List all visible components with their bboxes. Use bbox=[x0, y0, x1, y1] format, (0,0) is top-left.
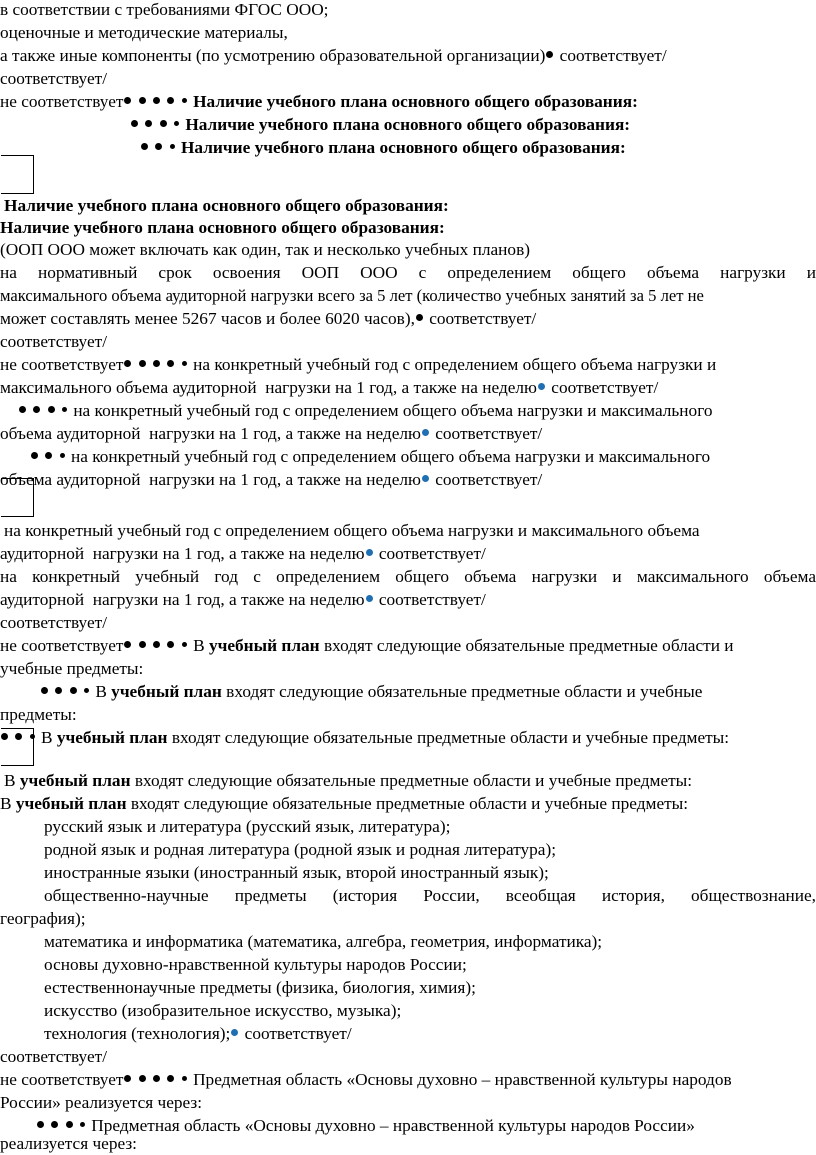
bullet-icon bbox=[167, 1075, 174, 1082]
bullet-icon bbox=[131, 120, 138, 127]
text-span: соответствует/ bbox=[374, 590, 486, 609]
text-line bbox=[0, 378, 816, 399]
text-span: соответствует/ bbox=[555, 46, 667, 65]
text-span: соответствует/ bbox=[240, 1024, 352, 1043]
text-line bbox=[140, 138, 816, 159]
text-span: В bbox=[0, 794, 16, 813]
text-line bbox=[0, 218, 816, 239]
text-span: В bbox=[193, 636, 209, 655]
bullet-icon bbox=[124, 360, 131, 367]
subject-item: родной язык и родная литература (родной язык и родная литература); bbox=[44, 840, 557, 859]
bullet-icon bbox=[141, 143, 148, 150]
bullet-icon bbox=[170, 144, 175, 149]
text-line: предметы: bbox=[0, 705, 77, 724]
bullet-icon bbox=[139, 1075, 146, 1082]
bullet-icon bbox=[124, 641, 131, 648]
bullet-icon bbox=[70, 687, 77, 694]
text-span: входят следующие обязательные предметные области и учебные предметы: bbox=[167, 728, 730, 747]
bullet-icon bbox=[124, 97, 131, 104]
bullet-icon bbox=[80, 1122, 85, 1127]
bullet-icon bbox=[422, 475, 429, 482]
bold-term: учебный план bbox=[19, 771, 131, 790]
bullet-icon bbox=[155, 143, 162, 150]
text-span: В bbox=[40, 728, 57, 747]
text-line: в соответствии с требованиями ФГОС ООО; bbox=[0, 0, 329, 19]
text-span: на конкретный учебный год с определением общего объема нагрузки и bbox=[193, 355, 717, 374]
text-line bbox=[40, 682, 816, 703]
bullet-icon bbox=[55, 687, 62, 694]
text-span: входят следующие обязательные предметные области и bbox=[319, 636, 734, 655]
bullet-icon bbox=[62, 407, 67, 412]
bullet-icon bbox=[422, 429, 429, 436]
text-line: реализуется через: bbox=[0, 1134, 137, 1153]
text-line bbox=[0, 636, 816, 657]
text-span: на конкретный учебный год с определением общего объема нагрузки и максимального bbox=[70, 447, 711, 466]
text-span: максимального объема аудиторной нагрузки на 1 год, а также на неделю bbox=[0, 378, 537, 397]
text-line bbox=[0, 424, 816, 445]
subject-item: основы духовно-нравственной культуры народов России; bbox=[44, 955, 467, 974]
bullet-icon bbox=[31, 452, 38, 459]
bullet-icon bbox=[167, 641, 174, 648]
text-line bbox=[0, 1070, 816, 1091]
bullet-icon bbox=[153, 1075, 160, 1082]
bullet-icon bbox=[145, 120, 152, 127]
bullet-icon bbox=[33, 406, 40, 413]
subject-item bbox=[44, 1024, 816, 1045]
empty-box bbox=[1, 155, 34, 194]
text-span: а также иные компоненты (по усмотрению образовательной организации) bbox=[0, 46, 546, 65]
bullet-icon bbox=[139, 97, 146, 104]
bullet-icon bbox=[124, 1075, 131, 1082]
text-line: соответствует/ bbox=[0, 69, 107, 88]
bullet-icon bbox=[366, 595, 373, 602]
bullet-icon bbox=[160, 120, 167, 127]
text-span: соответствует/ bbox=[374, 544, 486, 563]
text-line bbox=[0, 355, 816, 376]
text-span: может составлять менее 5267 часов и более 6020 часов), bbox=[0, 309, 415, 328]
bullet-icon bbox=[84, 688, 89, 693]
bullet-icon bbox=[182, 642, 187, 647]
text-line bbox=[0, 590, 816, 611]
text-span: входят следующие обязательные предметные области и учебные предметы: bbox=[130, 771, 693, 790]
bullet-icon bbox=[538, 383, 545, 390]
text-span: на конкретный учебный год с определением общего объема нагрузки и максимального bbox=[73, 401, 713, 420]
text-line bbox=[0, 92, 816, 113]
bullet-icon bbox=[153, 360, 160, 367]
bullet-icon bbox=[19, 406, 26, 413]
bullet-icon bbox=[167, 360, 174, 367]
subject-item: математика и информатика (математика, алгебра, геометрия, информатика); bbox=[44, 932, 603, 951]
bold-term: учебный план bbox=[111, 682, 222, 701]
text-line: учебные предметы: bbox=[0, 659, 144, 678]
text-span: входят следующие обязательные предметные области и учебные предметы: bbox=[126, 794, 689, 813]
heading-text: Наличие учебного плана основного общего образования: bbox=[0, 218, 445, 237]
text-line bbox=[4, 771, 816, 792]
text-span: не соответствует bbox=[0, 355, 124, 374]
heading-text: Наличие учебного плана основного общего образования: bbox=[193, 92, 638, 111]
text-line: соответствует/ bbox=[0, 613, 107, 632]
text-line bbox=[0, 794, 816, 815]
bullet-icon bbox=[37, 1121, 44, 1128]
heading-text: Наличие учебного плана основного общего образования: bbox=[180, 138, 626, 157]
bullet-icon bbox=[416, 314, 423, 321]
bold-term: учебный план bbox=[208, 636, 320, 655]
heading-text: Наличие учебного плана основного общего образования: bbox=[4, 196, 449, 215]
text-line: на конкретный учебный год с определением общего объема нагрузки и максимального объема bbox=[4, 521, 700, 540]
bullet-icon bbox=[231, 1029, 238, 1036]
bold-term: учебный план bbox=[56, 728, 168, 747]
bullet-icon bbox=[66, 1121, 73, 1128]
bullet-icon bbox=[182, 1076, 187, 1081]
bullet-icon bbox=[48, 406, 55, 413]
bullet-icon bbox=[153, 97, 160, 104]
text-line bbox=[0, 470, 816, 491]
bullet-icon bbox=[45, 452, 52, 459]
bullet-icon bbox=[139, 641, 146, 648]
text-line bbox=[130, 115, 816, 136]
bullet-icon bbox=[174, 121, 179, 126]
text-span: аудиторной нагрузки на 1 год, а также на неделю bbox=[0, 544, 365, 563]
text-span: соответствует/ bbox=[430, 470, 543, 489]
text-span: объема аудиторной нагрузки на 1 год, а также на неделю bbox=[0, 424, 421, 443]
bullet-icon bbox=[60, 453, 65, 458]
text-line: России» реализуется через: bbox=[0, 1093, 203, 1112]
text-span: соответствует/ bbox=[430, 424, 543, 443]
subject-item: иностранные языки (иностранный язык, второй иностранный язык); bbox=[44, 863, 549, 882]
text-line bbox=[0, 728, 816, 749]
text-line: оценочные и методические материалы, bbox=[0, 23, 288, 42]
text-line: на конкретный учебный год с определением общего объема нагрузки и максимального объема bbox=[0, 567, 816, 586]
bold-term: учебный план bbox=[15, 794, 127, 813]
text-span: не соответствует bbox=[0, 636, 124, 655]
text-line bbox=[0, 46, 816, 67]
text-line: максимального объема аудиторной нагрузки всего за 5 лет (количество учебных занятий за 5 лет не bbox=[0, 286, 704, 305]
bullet-icon bbox=[167, 97, 174, 104]
text-line bbox=[0, 544, 816, 565]
text-span: Предметная область «Основы духовно – нравственной культуры народов bbox=[188, 1070, 732, 1089]
text-span: Предметная область «Основы духовно – нравственной культуры народов России» bbox=[86, 1116, 695, 1135]
text-line bbox=[30, 447, 816, 468]
heading-text: Наличие учебного плана основного общего образования: bbox=[185, 115, 631, 134]
bullet-icon bbox=[182, 361, 187, 366]
bullet-icon bbox=[153, 641, 160, 648]
text-span: технология (технология); bbox=[44, 1024, 231, 1043]
subject-item: русский язык и литература (русский язык, литература); bbox=[44, 817, 451, 836]
bullet-icon bbox=[139, 360, 146, 367]
text-line: на нормативный срок освоения ООП ООО с определением общего объема нагрузки и bbox=[0, 263, 816, 282]
text-line bbox=[0, 309, 816, 330]
text-span: В bbox=[95, 682, 112, 701]
empty-box bbox=[1, 728, 34, 766]
text-line: соответствует/ bbox=[0, 332, 107, 351]
bullet-icon bbox=[546, 51, 553, 58]
text-span: не соответствует bbox=[0, 1070, 124, 1089]
subject-item: общественно-научные предметы (история России, всеобщая история, обществознание, bbox=[44, 886, 816, 905]
bullet-icon bbox=[366, 549, 373, 556]
text-line: соответствует/ bbox=[0, 1047, 107, 1066]
subject-item: география); bbox=[0, 909, 86, 928]
bullet-icon bbox=[51, 1121, 58, 1128]
bullet-icon bbox=[182, 98, 187, 103]
text-span: не соответствует bbox=[0, 92, 124, 111]
text-line bbox=[4, 196, 816, 217]
text-span: В bbox=[4, 771, 20, 790]
subject-item: естественнонаучные предметы (физика, биология, химия); bbox=[44, 978, 476, 997]
text-span: входят следующие обязательные предметные области и учебные bbox=[221, 682, 703, 701]
text-span: соответствует/ bbox=[424, 309, 537, 328]
empty-box bbox=[1, 478, 34, 517]
bullet-icon bbox=[41, 687, 48, 694]
text-line: (ООП ООО может включать как один, так и несколько учебных планов) bbox=[0, 240, 530, 259]
text-span: аудиторной нагрузки на 1 год, а также на неделю bbox=[0, 590, 365, 609]
text-line bbox=[18, 401, 816, 422]
subject-item: искусство (изобразительное искусство, музыка); bbox=[44, 1001, 402, 1020]
text-span: объема аудиторной нагрузки на 1 год, а также на неделю bbox=[0, 470, 421, 489]
text-span: соответствует/ bbox=[546, 378, 659, 397]
